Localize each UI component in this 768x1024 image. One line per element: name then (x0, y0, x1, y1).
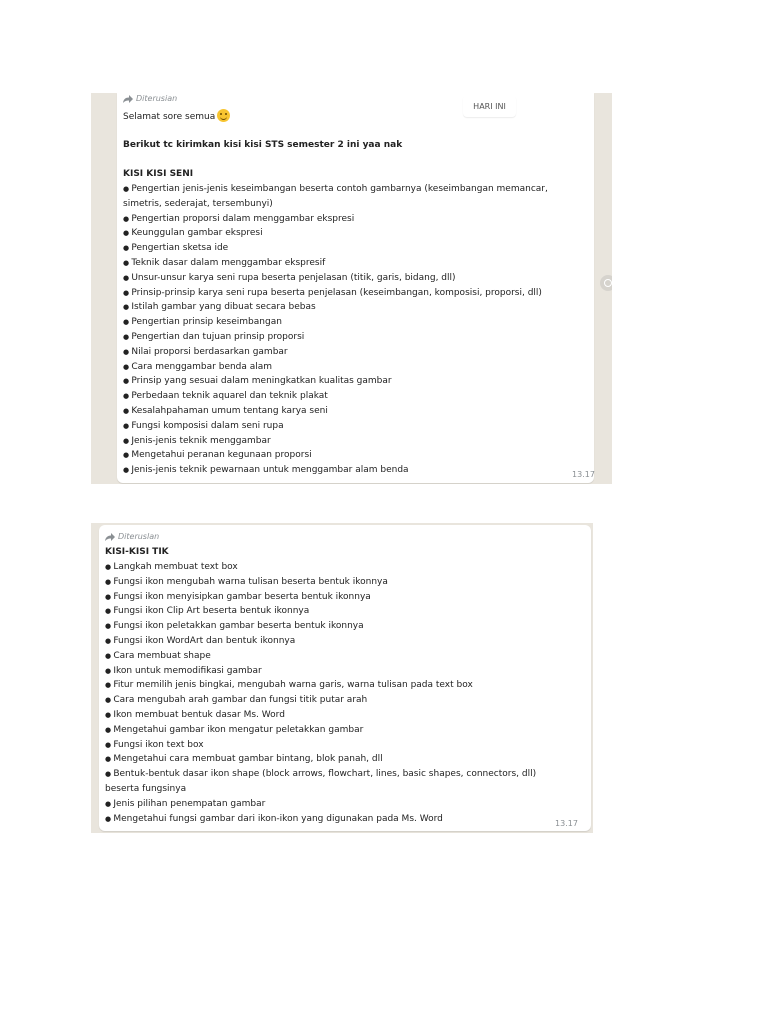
date-divider-badge: HARI INI (463, 95, 516, 117)
list-item: beserta fungsinya (105, 784, 187, 794)
list-item: ● Prinsip yang sesuai dalam meningkatkan kualitas gambar (123, 375, 392, 387)
list-item: ● Fitur memilih jenis bingkai, mengubah warna garis, warna tulisan pada text box (105, 679, 473, 691)
message-time: 13.17 (572, 470, 595, 479)
list-item: ● Perbedaan teknik aquarel dan teknik plakat (123, 390, 328, 402)
list-item: ● Teknik dasar dalam menggambar ekspresif (123, 257, 325, 269)
heading-kisi-seni: KISI KISI SENI (123, 169, 194, 179)
list-item: ● Pengertian prinsip keseimbangan (123, 316, 282, 328)
list-item: ● Cara mengubah arah gambar dan fungsi titik putar arah (105, 694, 367, 706)
forwarded-label: Diterusian (123, 94, 177, 103)
list-item: ● Fungsi ikon text box (105, 739, 204, 751)
list-item: ● Langkah membuat text box (105, 561, 238, 573)
list-item: ● Kesalahpahaman umum tentang karya seni (123, 405, 328, 417)
list-item: ● Cara menggambar benda alam (123, 361, 272, 373)
message-time: 13.17 (555, 819, 578, 828)
list-item: ● Jenis-jenis teknik pewarnaan untuk menggambar alam benda (123, 464, 409, 476)
forwarded-label: Diteruslan (105, 532, 159, 541)
list-item: ● Jenis pilihan penempatan gambar (105, 798, 265, 810)
list-item: ● Mengetahui gambar ikon mengatur peletakkan gambar (105, 724, 363, 736)
list-item: ● Mengetahui fungsi gambar dari ikon-ikon yang digunakan pada Ms. Word (105, 813, 443, 825)
list-item: ● Fungsi ikon peletakkan gambar beserta bentuk ikonnya (105, 620, 364, 632)
list-item: ● Mengetahui cara membuat gambar bintang, blok panah, dll (105, 753, 383, 765)
list-item: ● Unsur-unsur karya seni rupa beserta penjelasan (titik, garis, bidang, dll) (123, 272, 456, 284)
forward-arrow-icon (123, 95, 133, 103)
greeting-text: Selamat sore semua (123, 109, 230, 122)
smiling-face-emoji-icon (217, 109, 230, 122)
message-bubble-1 (117, 93, 594, 483)
list-item: ● Fungsi ikon Clip Art beserta bentuk ikonnya (105, 605, 309, 617)
list-item: ● Cara membuat shape (105, 650, 211, 662)
list-item: ● Mengetahui peranan kegunaan proporsi (123, 449, 312, 461)
list-item: ● Pengertian proporsi dalam menggambar ekspresi (123, 213, 354, 225)
chat-screenshot-2 (91, 523, 593, 833)
list-item: ● Pengertian dan tujuan prinsip proporsi (123, 331, 304, 343)
list-item: ● Pengertian jenis-jenis keseimbangan beserta contoh gambarnya (keseimbangan memancar, (123, 183, 548, 195)
intro-text: Berikut tc kirimkan kisi kisi STS semester 2 ini yaa nak (123, 140, 403, 150)
list-item: ● Jenis-jenis teknik menggambar (123, 435, 271, 447)
list-item: ● Bentuk-bentuk dasar ikon shape (block arrows, flowchart, lines, basic shapes, connectors, dll) (105, 768, 536, 780)
list-item: ● Fungsi ikon WordArt dan bentuk ikonnya (105, 635, 295, 647)
list-item: ● Fungsi ikon menyisipkan gambar beserta bentuk ikonnya (105, 591, 371, 603)
list-item: ● Fungsi komposisi dalam seni rupa (123, 420, 284, 432)
list-item: ● Nilai proporsi berdasarkan gambar (123, 346, 288, 358)
list-item: ● Istilah gambar yang dibuat secara bebas (123, 301, 316, 313)
list-item: ● Pengertian sketsa ide (123, 242, 228, 254)
list-item: simetris, sederajat, tersembunyi) (123, 198, 273, 209)
list-item: ● Prinsip-prinsip karya seni rupa beserta penjelasan (keseimbangan, komposisi, proporsi, dll) (123, 287, 542, 299)
list-item: ● Fungsi ikon mengubah warna tulisan beserta bentuk ikonnya (105, 576, 388, 588)
heading-kisi-tik: KISI-KISI TIK (105, 547, 169, 557)
list-item: ● Keunggulan gambar ekspresi (123, 227, 263, 239)
forward-arrow-icon (105, 533, 115, 541)
chat-screenshot-1 (91, 93, 612, 484)
list-item: ● Ikon membuat bentuk dasar Ms. Word (105, 709, 285, 721)
scroll-down-button-icon[interactable] (600, 275, 612, 291)
list-item: ● Ikon untuk memodifikasi gambar (105, 665, 262, 677)
message-bubble-2 (99, 525, 591, 831)
